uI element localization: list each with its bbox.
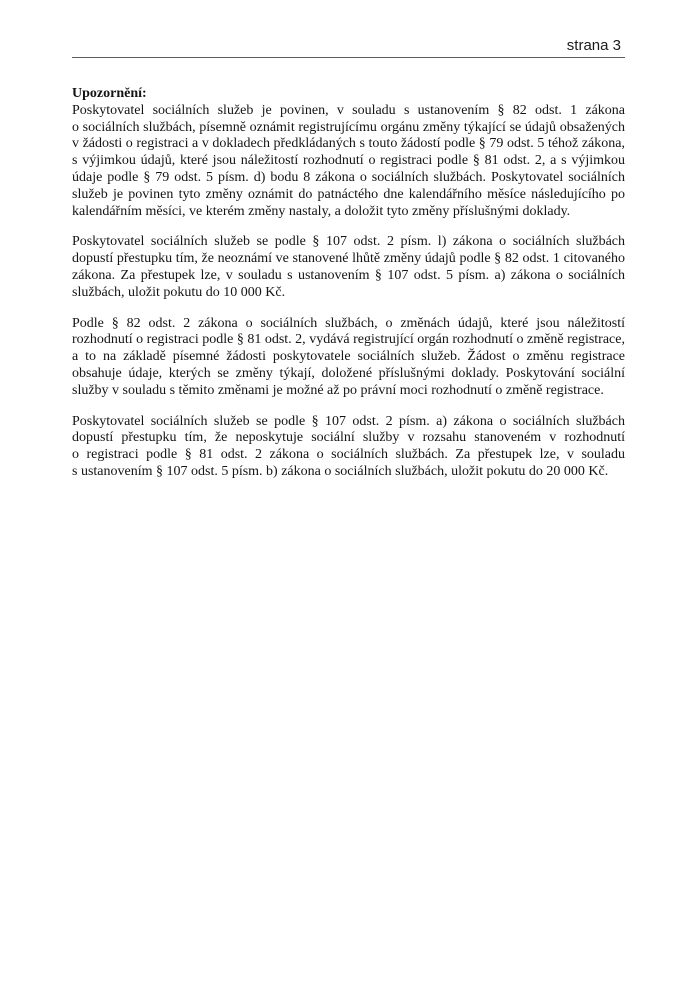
- paragraph-obligation-to-report-changes: Poskytovatel sociálních služeb je povinen, v souladu s ustanovením § 82 odst. 1 zákona o sociálních službách, písemně oznámit registrujícímu orgánu změny týkající se údajů obsažených v žádosti o registraci a v dokladech předkládaných s touto žádostí podle § 79 odst. 5 téhož zákona, s výjimkou údajů, které jsou náležitostí rozhodnutí o registraci podle § 81 odst. 2, a s výjimkou údaje podle § 79 odst. 5 písm. d) bodu 8 zákona o sociálních službách. Poskytovatel sociálních služeb je povinen tyto změny oznámit do patnáctého dne kalendářního měsíce následujícího po kalendářním měsíci, ve kterém změny nastaly, a doložit tyto změny příslušnými doklady.: [72, 102, 625, 219]
- notice-heading: Upozornění:: [72, 86, 147, 101]
- page-number: strana 3: [566, 37, 621, 54]
- paragraph-registration-change-decision: Podle § 82 odst. 2 zákona o sociálních službách, o změnách údajů, které jsou náležitostí rozhodnutí o registraci podle § 81 odst. 2, vydává registrující orgán rozhodnutí o změně registrace, a to na základě písemné žádosti poskytovatele sociálních služeb. Žádost o změnu registrace obsahuje údaje, kterých se změny týkají, doložené příslušnými doklady. Poskytování sociální služby v souladu s těmito změnami je možné až po právní moci rozhodnutí o změně registrace.: [72, 315, 625, 398]
- paragraph-offense-fine-10000: Poskytovatel sociálních služeb se podle § 107 odst. 2 písm. l) zákona o sociálních službách dopustí přestupku tím, že neoznámí ve stanovené lhůtě změny údajů podle § 82 odst. 1 citovaného zákona. Za přestupek lze, v souladu s ustanovením § 107 odst. 5 písm. a) zákona o sociálních službách, uložit pokutu do 10 000 Kč.: [72, 234, 625, 300]
- header-rule: [72, 57, 625, 58]
- paragraph-offense-fine-20000: Poskytovatel sociálních služeb se podle § 107 odst. 2 písm. a) zákona o sociálních službách dopustí přestupku tím, že neposkytuje sociální služby v rozsahu stanoveném v rozhodnutí o registraci podle § 81 odst. 2 zákona o sociálních službách. Za přestupek lze, v souladu s ustanovením § 107 odst. 5 písm. b) zákona o sociálních službách, uložit pokutu do 20 000 Kč.: [72, 413, 625, 479]
- document-body: [72, 86, 625, 481]
- page-header: [72, 38, 625, 53]
